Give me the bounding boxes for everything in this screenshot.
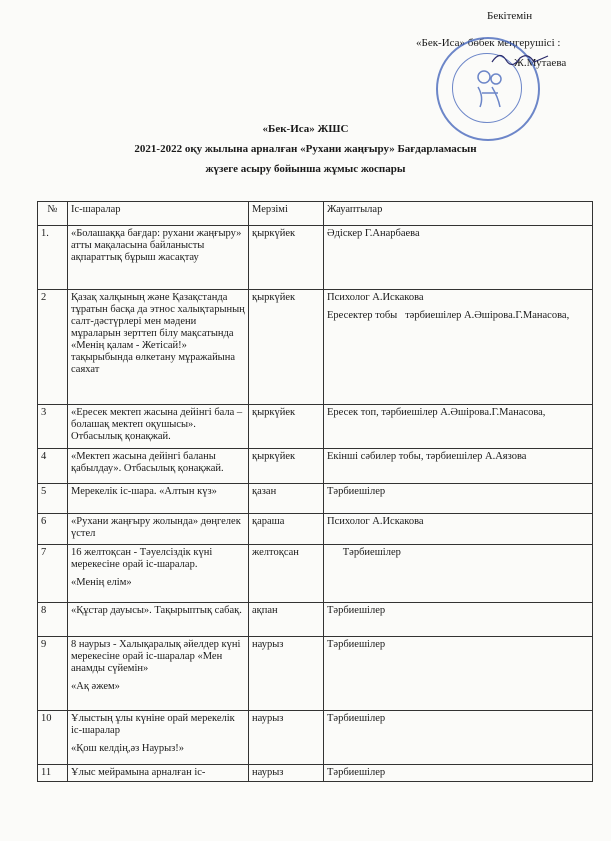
row-num: 3 bbox=[38, 405, 68, 449]
responsible-text: Психолог А.Искакова bbox=[327, 516, 424, 527]
table-row bbox=[38, 449, 593, 484]
row-num: 2 bbox=[38, 290, 68, 405]
row-responsible bbox=[324, 226, 593, 290]
row-event bbox=[68, 711, 249, 765]
row-date: наурыз bbox=[249, 637, 324, 711]
header-date: Мерзімі bbox=[249, 202, 324, 226]
event-text: 16 желтоқсан - Тәуелсіздік күні мерекесіне орай іс-шаралар. bbox=[71, 547, 213, 570]
row-num: 8 bbox=[38, 603, 68, 637]
row-num: 11 bbox=[38, 765, 68, 782]
row-date: қыркүйек bbox=[249, 290, 324, 405]
row-event bbox=[68, 637, 249, 711]
row-date: наурыз bbox=[249, 765, 324, 782]
responsible-text: Тәрбиешілер bbox=[327, 605, 386, 616]
event-text: Мерекелік іс-шара. «Алтын күз» bbox=[71, 486, 217, 497]
row-date: қазан bbox=[249, 484, 324, 514]
row-event bbox=[68, 545, 249, 603]
plan-subtitle-2: жүзеге асыру бойынша жұмыс жоспары bbox=[205, 163, 406, 175]
row-date: желтоқсан bbox=[249, 545, 324, 603]
event-text: «Болашаққа бағдар: рухани жаңғыру» атты мақаласына байланысты ақпараттық бұрыш жасақтау bbox=[71, 228, 242, 263]
event-text: Ұлыстың ұлы күніне орай мерекелік іс-шаралар bbox=[71, 713, 235, 736]
event-text: «Қош келдің,әз Наурыз!» bbox=[71, 743, 185, 754]
event-text: «Құстар дауысы». Тақырыптық сабақ. bbox=[71, 605, 242, 616]
responsible-text: Екінші сәбилер тобы, тәрбиешілер А.Аязова bbox=[327, 451, 527, 462]
row-responsible bbox=[324, 449, 593, 484]
header-event: Іс-шаралар bbox=[68, 202, 249, 226]
plan-subtitle: 2021-2022 оқу жылына арналған «Рухани жаңғыру» Бағдарламасын bbox=[134, 143, 477, 155]
table-row bbox=[38, 603, 593, 637]
row-responsible bbox=[324, 545, 593, 603]
responsible-text: Әдіскер Г.Анарбаева bbox=[327, 228, 420, 239]
header-resp: Жауаптылар bbox=[324, 202, 593, 226]
event-text: Қазақ халқының және Қазақстанда тұратын басқа да этнос халықтарының салт-дәстүрлері мен мәдени мұраларын зерттеп білу мақсатында «Менің қалам - Жетісай!» тақырыбында өлкетану мұражайына саяхат bbox=[71, 292, 245, 375]
stamp-emblem-icon bbox=[472, 67, 506, 111]
responsible-text: Тәрбиешілер bbox=[327, 639, 386, 650]
row-responsible bbox=[324, 711, 593, 765]
row-num: 10 bbox=[38, 711, 68, 765]
event-text: Ұлыс мейрамына арналған іс- bbox=[71, 767, 206, 778]
event-text: 8 наурыз - Халықаралық әйелдер күні мерекесіне орай іс-шаралар «Мен анамды сүйемін» bbox=[71, 639, 241, 674]
responsible-text: Тәрбиешілер bbox=[327, 547, 401, 558]
row-event bbox=[68, 765, 249, 782]
row-responsible bbox=[324, 765, 593, 782]
row-num: 6 bbox=[38, 514, 68, 545]
row-event bbox=[68, 603, 249, 637]
row-responsible bbox=[324, 603, 593, 637]
approval-title: Бекітемін bbox=[487, 10, 533, 22]
table-row bbox=[38, 484, 593, 514]
approval-name: Ж.Мутаева bbox=[514, 57, 567, 69]
plan-table bbox=[37, 201, 593, 782]
event-text: «Ақ әжем» bbox=[71, 681, 120, 692]
responsible-text: Ересектер тобы тәрбиешілер А.Әшірова.Г.Манасова, bbox=[327, 310, 570, 321]
row-date: қыркүйек bbox=[249, 405, 324, 449]
signature-icon bbox=[490, 48, 550, 68]
table-row bbox=[38, 545, 593, 603]
row-event bbox=[68, 484, 249, 514]
row-date: наурыз bbox=[249, 711, 324, 765]
row-event bbox=[68, 514, 249, 545]
responsible-text: Тәрбиешілер bbox=[327, 713, 386, 724]
table-row bbox=[38, 405, 593, 449]
row-responsible bbox=[324, 290, 593, 405]
responsible-text: Тәрбиешілер bbox=[327, 767, 386, 778]
responsible-text: Психолог А.Искакова bbox=[327, 292, 424, 303]
event-text: «Ересек мектеп жасына дейінгі бала –болашақ мектеп оқушысы». Отбасылық қонақжай. bbox=[71, 407, 243, 442]
row-num: 9 bbox=[38, 637, 68, 711]
row-responsible bbox=[324, 514, 593, 545]
table-row bbox=[38, 514, 593, 545]
header-num: № bbox=[38, 202, 68, 226]
row-event bbox=[68, 226, 249, 290]
event-text: «Мектеп жасына дейінгі баланы қабылдау». Отбасылық қонақжай. bbox=[71, 451, 224, 474]
responsible-text: Тәрбиешілер bbox=[327, 486, 386, 497]
row-num: 4 bbox=[38, 449, 68, 484]
row-date: қыркүйек bbox=[249, 226, 324, 290]
table-row bbox=[38, 765, 593, 782]
table-row bbox=[38, 637, 593, 711]
event-text: «Рухани жаңғыру жолында» дөңгелек үстел bbox=[71, 516, 241, 539]
row-event bbox=[68, 405, 249, 449]
row-responsible bbox=[324, 405, 593, 449]
org-title: «Бек-Иса» ЖШС bbox=[262, 123, 349, 135]
row-event bbox=[68, 449, 249, 484]
row-date: қыркүйек bbox=[249, 449, 324, 484]
row-responsible bbox=[324, 484, 593, 514]
table-header-row bbox=[38, 202, 593, 226]
row-num: 5 bbox=[38, 484, 68, 514]
row-num: 1. bbox=[38, 226, 68, 290]
table-row bbox=[38, 290, 593, 405]
row-date: қараша bbox=[249, 514, 324, 545]
table-row bbox=[38, 226, 593, 290]
row-responsible bbox=[324, 637, 593, 711]
approval-line: «Бек-Иса» бөбек меңгерушісі : bbox=[416, 37, 561, 49]
row-num: 7 bbox=[38, 545, 68, 603]
event-text: «Менің елім» bbox=[71, 577, 132, 588]
table-row bbox=[38, 711, 593, 765]
responsible-text: Ересек топ, тәрбиешілер А.Әшірова.Г.Манасова, bbox=[327, 407, 546, 418]
row-event bbox=[68, 290, 249, 405]
row-date: ақпан bbox=[249, 603, 324, 637]
